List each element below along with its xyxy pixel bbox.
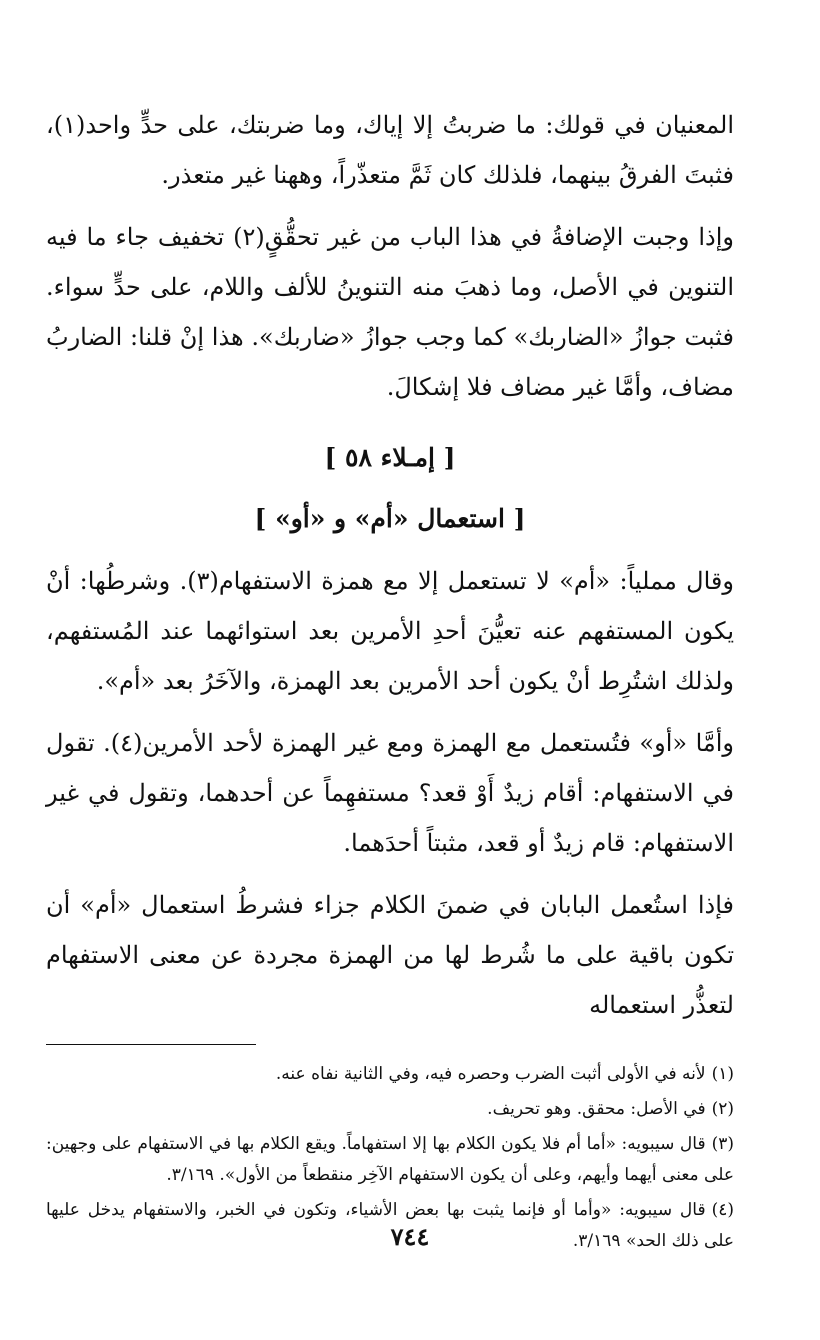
footnote-number: (١) bbox=[711, 1064, 734, 1084]
footnote-divider bbox=[46, 1044, 256, 1045]
footnote-text: لأنه في الأولى أثبت الضرب وحصره فيه، وفي الثانية نفاه عنه. bbox=[275, 1064, 706, 1084]
paragraph-1: المعنيان في قولك: ما ضربتُ إلا إياك، وما ضربتك، على حدٍّ واحد(١)، فثبتَ الفرقُ بينهما، فلذلك كان ثَمَّ متعذّراً، وههنا غير متعذر. bbox=[46, 111, 734, 189]
footnote-number: (٢) bbox=[711, 1099, 734, 1119]
paragraph-2: وإذا وجبت الإضافةُ في هذا الباب من غير تحقُّقٍ(٢) تخفيف جاء ما فيه التنوين في الأصل، وما ذهبَ منه التنوينُ للألف واللام، على حدٍّ سواء. فثبت جوازُ «الضاربك» كما وجب جوازُ «ضاربك». هذا إنْ قلنا: الضاربُ مضاف، وأمَّا غير مضاف فلا إشكالَ. bbox=[46, 223, 734, 401]
footnote-item bbox=[46, 1129, 734, 1191]
footnote-number: (٤) bbox=[711, 1200, 734, 1220]
page-number: ٧٤٤ bbox=[390, 1222, 430, 1251]
footnote-text: في الأصل: محقق. وهو تحريف. bbox=[487, 1099, 706, 1119]
paragraph-4: وأمَّا «أو» فتُستعمل مع الهمزة ومع غير الهمزة لأحد الأمرين(٤). تقول في الاستفهام: أقام زيدٌ أَوْ قعد؟ مستفهِماً عن أحدهما، وتقول في غير الاستفهام: قام زيدٌ أو قعد، مثبتاً أحدَهما. bbox=[46, 729, 734, 857]
footnote-item bbox=[46, 1059, 734, 1090]
topic-heading: [ استعمال «أم» و «أو» ] bbox=[254, 504, 526, 533]
footnote-item bbox=[46, 1094, 734, 1125]
footnote-divider-wrap bbox=[46, 1030, 734, 1059]
footnote-number: (٣) bbox=[711, 1134, 734, 1154]
paragraph-5: فإذا استُعمل البابان في ضمنَ الكلام جزاء فشرطُ استعمال «أم» أن تكون باقية على ما شُرط لها من الهمزة مجردة عن معنى الاستفهام لتعذُّر استعماله bbox=[46, 891, 734, 1019]
footnote-text: قال سيبويه: «أما أم فلا يكون الكلام بها إلا استفهاماً. ويقع الكلام بها في الاستفهام على وجهين: على معنى أيهما وأيهم، وعلى أن يكون الاستفهام الآخِر منقطعاً من الأول». ٣/١٦٩. bbox=[46, 1134, 734, 1185]
imla-heading: [ إمـلاء ٥٨ ] bbox=[324, 443, 456, 472]
footnote-text: قال سيبويه: «وأما أو فإنما يثبت بها بعض الأشياء، وتكون في الخبر، والاستفهام يدخل عليها على ذلك الحد» ٣/١٦٩. bbox=[46, 1200, 734, 1251]
paragraph-3: وقال مملياً: «أم» لا تستعمل إلا مع همزة الاستفهام(٣). وشرطُها: أنْ يكون المستفهم عنه تعيُّنَ أحدِ الأمرين بعد استوائهما عند المُستفهم، ولذلك اشتُرِط أنْ يكون أحد الأمرين بعد الهمزة، والآخَرُ بعد «أم». bbox=[46, 567, 734, 695]
